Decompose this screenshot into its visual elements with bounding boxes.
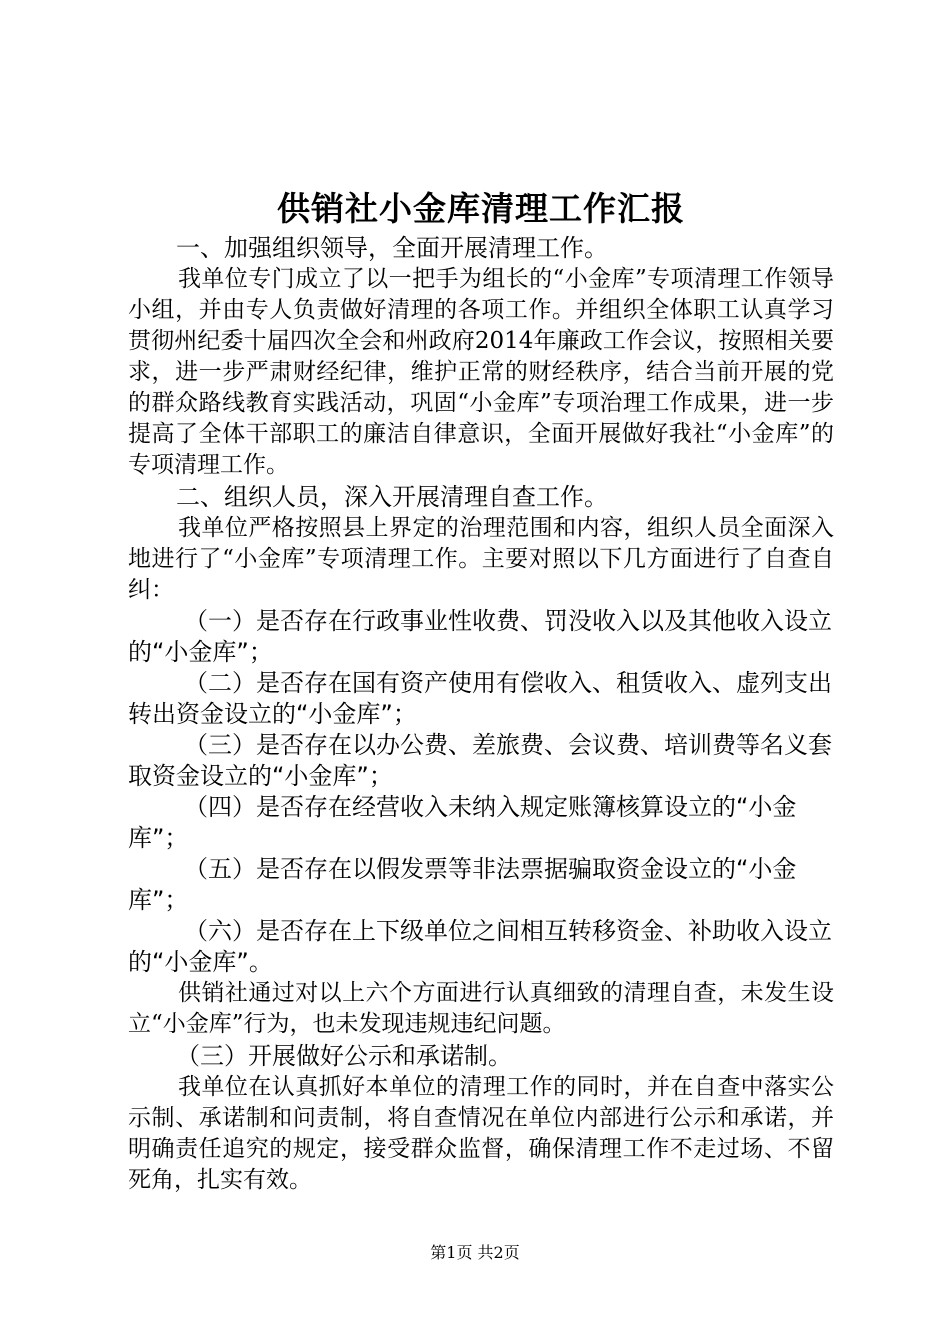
section1-heading: 一、加强组织领导，全面开展清理工作。 bbox=[176, 234, 608, 262]
section2-conclusion: 供销社通过对以上六个方面进行认真细致的清理自查，未发生设立“小金库”行为，也未发现违规违纪问题。 bbox=[128, 980, 834, 1037]
checklist-item-5: （五）是否存在以假发票等非法票据骗取资金设立的“小金库”； bbox=[128, 855, 797, 914]
section2-heading: 二、组织人员，深入开展清理自查工作。 bbox=[176, 483, 608, 511]
checklist-item-2: （二）是否存在国有资产使用有偿收入、租赁收入、虚列支出转出资金设立的“小金库”； bbox=[128, 669, 832, 728]
section1-paragraph: 我单位专门成立了以一把手为组长的“小金库”专项清理工作领导小组，并由专人负责做好清理的各项工作。并组织全体职工认真学习贯彻州纪委十届四次全会和州政府2014年廉政工作会议，按照相关要求，进一步严肃财经纪律，维护正常的财经秩序，结合当前开展的党的群众路线教育实践活动，巩固“小金库”专项治理工作成果，进一步提高了全体干部职工的廉洁自律意识，全面开展做好我社“小金库”的专项清理工作。 bbox=[128, 266, 834, 478]
document-body bbox=[128, 186, 834, 1196]
section3-heading: （三）开展做好公示和承诺制。 bbox=[176, 1042, 512, 1070]
page-title: 供销社小金库清理工作汇报 bbox=[277, 189, 685, 228]
section2-paragraph: 我单位严格按照县上界定的治理范围和内容，组织人员全面深入地进行了“小金库”专项清理工作。主要对照以下几方面进行了自查自纠： bbox=[128, 515, 834, 603]
checklist-item-6: （六）是否存在上下级单位之间相互转移资金、补助收入设立的“小金库”。 bbox=[128, 917, 832, 976]
section3-paragraph: 我单位在认真抓好本单位的清理工作的同时，并在自查中落实公示制、承诺制和问责制，将自查情况在单位内部进行公示和承诺，并明确责任追究的规定，接受群众监督，确保清理工作不走过场、不留死角，扎实有效。 bbox=[128, 1074, 834, 1193]
checklist-item-3: （三）是否存在以办公费、差旅费、会议费、培训费等名义套取资金设立的“小金库”； bbox=[128, 731, 832, 790]
page-footer: 第1页 共2页 bbox=[430, 1243, 520, 1262]
checklist-item-1: （一）是否存在行政事业性收费、罚没收入以及其他收入设立的“小金库”； bbox=[128, 607, 832, 666]
checklist-item-4: （四）是否存在经营收入未纳入规定账簿核算设立的“小金库”； bbox=[128, 793, 797, 852]
